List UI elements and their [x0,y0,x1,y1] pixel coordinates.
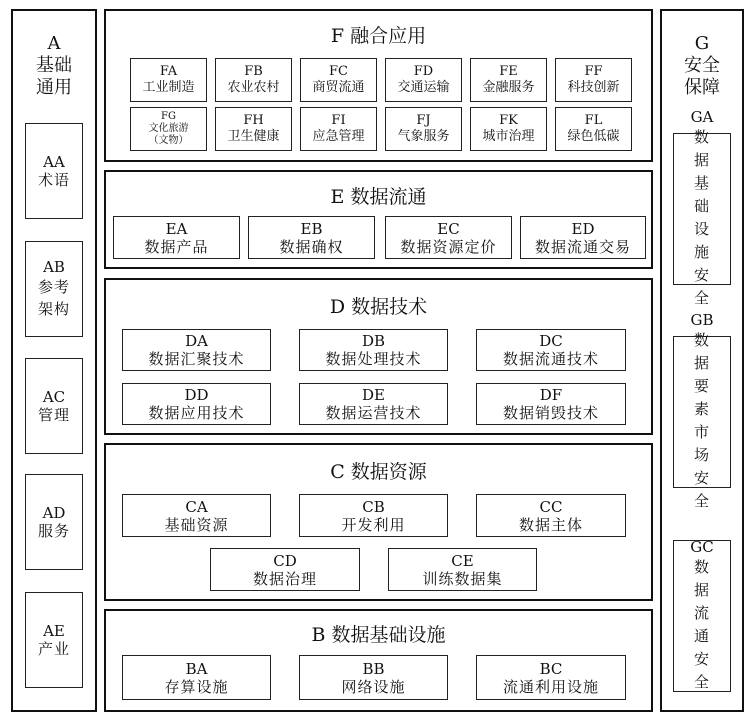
box-dc-code: DC [539,332,563,350]
box-bb-name: 网络设施 [341,677,406,696]
box-ca-code: CA [185,497,208,516]
box-fh-name: 卫生健康 [227,129,280,144]
box-fc-code: FC [329,64,348,79]
box-de-code: DE [362,386,385,404]
box-db-name: 数据处理技术 [325,350,422,368]
box-fg-code: FG [161,111,176,122]
box-ff [555,58,632,102]
box-fa-code: FA [159,64,178,79]
box-aa-name: 术语 [37,171,70,189]
box-ab-name: 参考架构 [37,278,70,318]
box-aa-code: AA [43,153,65,171]
box-ed [520,216,646,259]
box-dc-name: 数据流通技术 [502,350,599,368]
box-ga-name: 数据基础设施安全 [693,128,710,307]
box-fk-name: 城市治理 [482,129,535,144]
box-fb-name: 农业农村 [227,80,280,95]
box-cc-name: 数据主体 [518,515,583,534]
box-ac [25,358,83,454]
box-da-code: DA [185,332,208,350]
box-eb-code: EB [300,219,323,238]
box-cc-code: CC [539,497,563,516]
box-db [299,329,448,371]
column-a-name: 基础通用 [36,55,72,98]
box-bb-code: BB [362,659,385,678]
box-fi [300,107,377,151]
box-ff-code: FF [584,64,603,79]
box-fj-name: 气象服务 [397,129,450,144]
box-ed-name: 数据流通交易 [534,237,631,256]
box-fc-name: 商贸流通 [312,80,365,95]
box-fg-note: （文物） [148,135,189,146]
box-ba [122,655,271,700]
box-aa [25,123,83,219]
box-dc [476,329,626,371]
box-fb-code: FB [244,64,263,79]
box-ad [25,474,83,570]
box-fg-name: 文化旅游 [148,123,189,134]
box-ga-code: GA [690,108,714,126]
box-ae-name: 产业 [37,640,70,658]
box-bc-code: BC [539,659,563,678]
box-cb-name: 开发利用 [341,515,406,534]
box-gb-name: 数据要素市场安全 [693,331,710,510]
box-fi-name: 应急管理 [312,129,365,144]
box-fa-name: 工业制造 [142,80,195,95]
box-ac-code: AC [42,388,66,406]
box-cd-code: CD [273,551,297,570]
box-ea [113,216,240,259]
box-dd-code: DD [184,386,209,404]
box-gc-name: 数据流通安全 [693,558,710,691]
box-ce [388,548,537,591]
box-fb [215,58,292,102]
box-fh [215,107,292,151]
box-dd [122,383,271,425]
box-da-name: 数据汇聚技术 [148,350,245,368]
box-cc [476,494,626,537]
box-fe-name: 金融服务 [482,80,535,95]
box-ga [673,108,731,307]
box-ab-code: AB [43,258,65,276]
box-fg [130,107,207,151]
box-ec-code: EC [437,219,460,238]
box-ae-code: AE [43,622,65,640]
box-db-code: DB [361,332,386,350]
section-c-title: C 数据资源 [330,461,427,483]
box-fl [555,107,632,151]
box-ca-name: 基础资源 [164,515,229,534]
box-ed-code: ED [571,219,595,238]
box-ac-name: 管理 [37,406,70,424]
box-ec-name: 数据资源定价 [400,237,497,256]
box-ce-code: CE [451,551,474,570]
section-b-title: B 数据基础设施 [311,624,446,646]
column-a-title [13,33,95,99]
box-ba-name: 存算设施 [164,677,229,696]
box-da [122,329,271,371]
box-fj-code: FJ [416,113,431,128]
box-bb [299,655,448,700]
box-bc [476,655,626,700]
box-fe-code: FE [499,64,518,79]
box-fd-code: FD [413,64,434,79]
box-df-code: DF [539,386,563,404]
section-e-title: E 数据流通 [330,186,427,208]
column-g-name: 安全保障 [684,55,720,98]
box-cb-code: CB [362,497,385,516]
box-df-name: 数据销毁技术 [502,404,599,422]
box-cd [210,548,360,591]
column-a-code: A [47,33,61,54]
box-ea-code: EA [165,219,188,238]
box-fj [385,107,462,151]
box-ad-code: AD [42,504,66,522]
box-ab [25,241,83,337]
section-d-title: D 数据技术 [329,296,428,318]
section-f-title: F 融合应用 [330,25,427,47]
box-ca [122,494,271,537]
box-ba-code: BA [185,659,208,678]
box-df [476,383,626,425]
box-fa [130,58,207,102]
box-gb-code: GB [690,311,714,329]
box-fh-code: FH [243,113,264,128]
box-ea-name: 数据产品 [144,237,209,256]
box-ad-name: 服务 [37,522,70,540]
box-fe [470,58,547,102]
box-fc [300,58,377,102]
box-ae [25,592,83,688]
box-gc-code: GC [690,538,714,556]
column-g-title [662,33,742,99]
box-fl-name: 绿色低碳 [567,129,620,144]
column-g-code: G [694,33,710,54]
box-fk-code: FK [499,113,518,128]
box-fl-code: FL [584,113,603,128]
box-fd [385,58,462,102]
box-ce-name: 训练数据集 [422,569,503,588]
box-gc [673,540,731,692]
box-dd-name: 数据应用技术 [148,404,245,422]
box-fd-name: 交通运输 [397,80,450,95]
box-de [299,383,448,425]
box-cd-name: 数据治理 [252,569,317,588]
box-gb [673,311,731,510]
box-eb [248,216,375,259]
box-ec [385,216,512,259]
box-eb-name: 数据确权 [279,237,344,256]
box-bc-name: 流通利用设施 [502,677,599,696]
box-de-name: 数据运营技术 [325,404,422,422]
box-cb [299,494,448,537]
box-ff-name: 科技创新 [567,80,620,95]
box-fk [470,107,547,151]
box-fi-code: FI [331,113,346,128]
